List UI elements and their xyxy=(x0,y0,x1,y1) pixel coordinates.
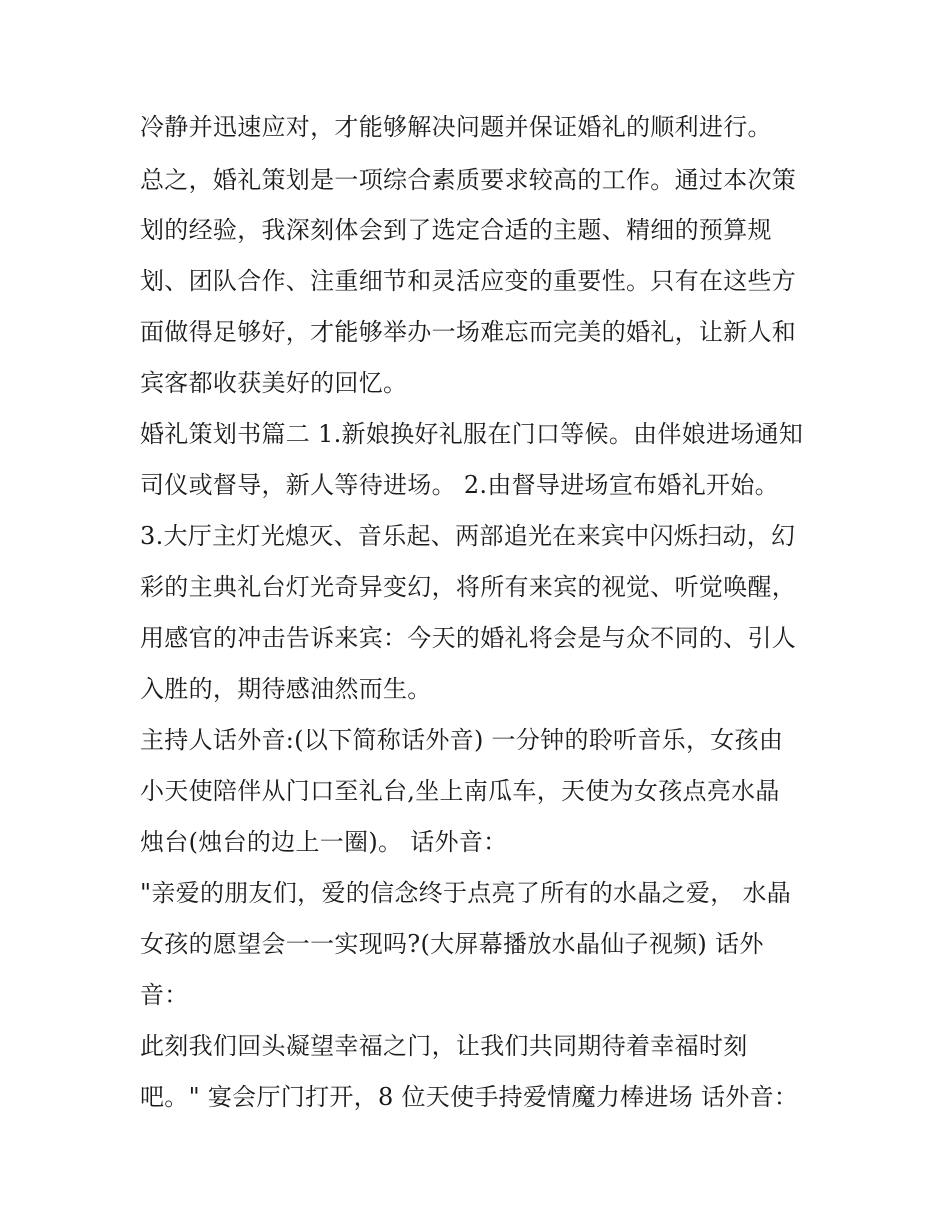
text-line: 此刻我们回头凝望幸福之门，让我们共同期待着幸福时刻 xyxy=(140,1032,748,1060)
text-line: 吧。" 宴会厅门打开，8 位天使手持爱情魔力棒进场 话外音： xyxy=(140,1083,799,1111)
text-line: 3.大厅主灯光熄灭、音乐起、两部追光在来宾中闪烁扫动，幻 xyxy=(140,522,796,550)
text-line: 音： xyxy=(140,981,189,1009)
text-line: 总之，婚礼策划是一项综合素质要求较高的工作。通过本次策 xyxy=(140,166,797,194)
text-line: 司仪或督导，新人等待进场。 2.由督导进场宣布婚礼开始。 xyxy=(140,471,779,499)
text-line: 烛台(烛台的边上一圈)。 话外音： xyxy=(140,828,508,856)
text-line: 入胜的，期待感油然而生。 xyxy=(140,675,432,703)
text-line: "亲爱的朋友们，爱的信念终于点亮了所有的水晶之爱， 水晶 xyxy=(140,879,792,907)
text-line: 冷静并迅速应对，才能够解决问题并保证婚礼的顺利进行。 xyxy=(140,113,772,141)
text-line: 小天使陪伴从门口至礼台,坐上南瓜车，天使为女孩点亮水晶 xyxy=(140,777,780,805)
text-line: 彩的主典礼台灯光奇异变幻，将所有来宾的视觉、听觉唤醒， xyxy=(140,573,797,601)
text-line: 宾客都收获美好的回忆。 xyxy=(140,369,408,397)
text-line: 主持人话外音:(以下简称话外音) 一分钟的聆听音乐，女孩由 xyxy=(140,726,784,754)
text-line: 划、团队合作、注重细节和灵活应变的重要性。只有在这些方 xyxy=(140,267,797,295)
text-line: 划的经验，我深刻体会到了选定合适的主题、精细的预算规 xyxy=(140,216,772,244)
text-line: 用感官的冲击告诉来宾：今天的婚礼将会是与众不同的、引人 xyxy=(140,624,797,652)
text-line: 婚礼策划书篇二 1.新娘换好礼服在门口等候。由伴娘进场通知 xyxy=(140,420,804,448)
text-line: 面做得足够好，才能够举办一场难忘而完美的婚礼，让新人和 xyxy=(140,318,797,346)
text-line: 女孩的愿望会一一实现吗?(大屏幕播放水晶仙子视频) 话外 xyxy=(140,930,764,958)
